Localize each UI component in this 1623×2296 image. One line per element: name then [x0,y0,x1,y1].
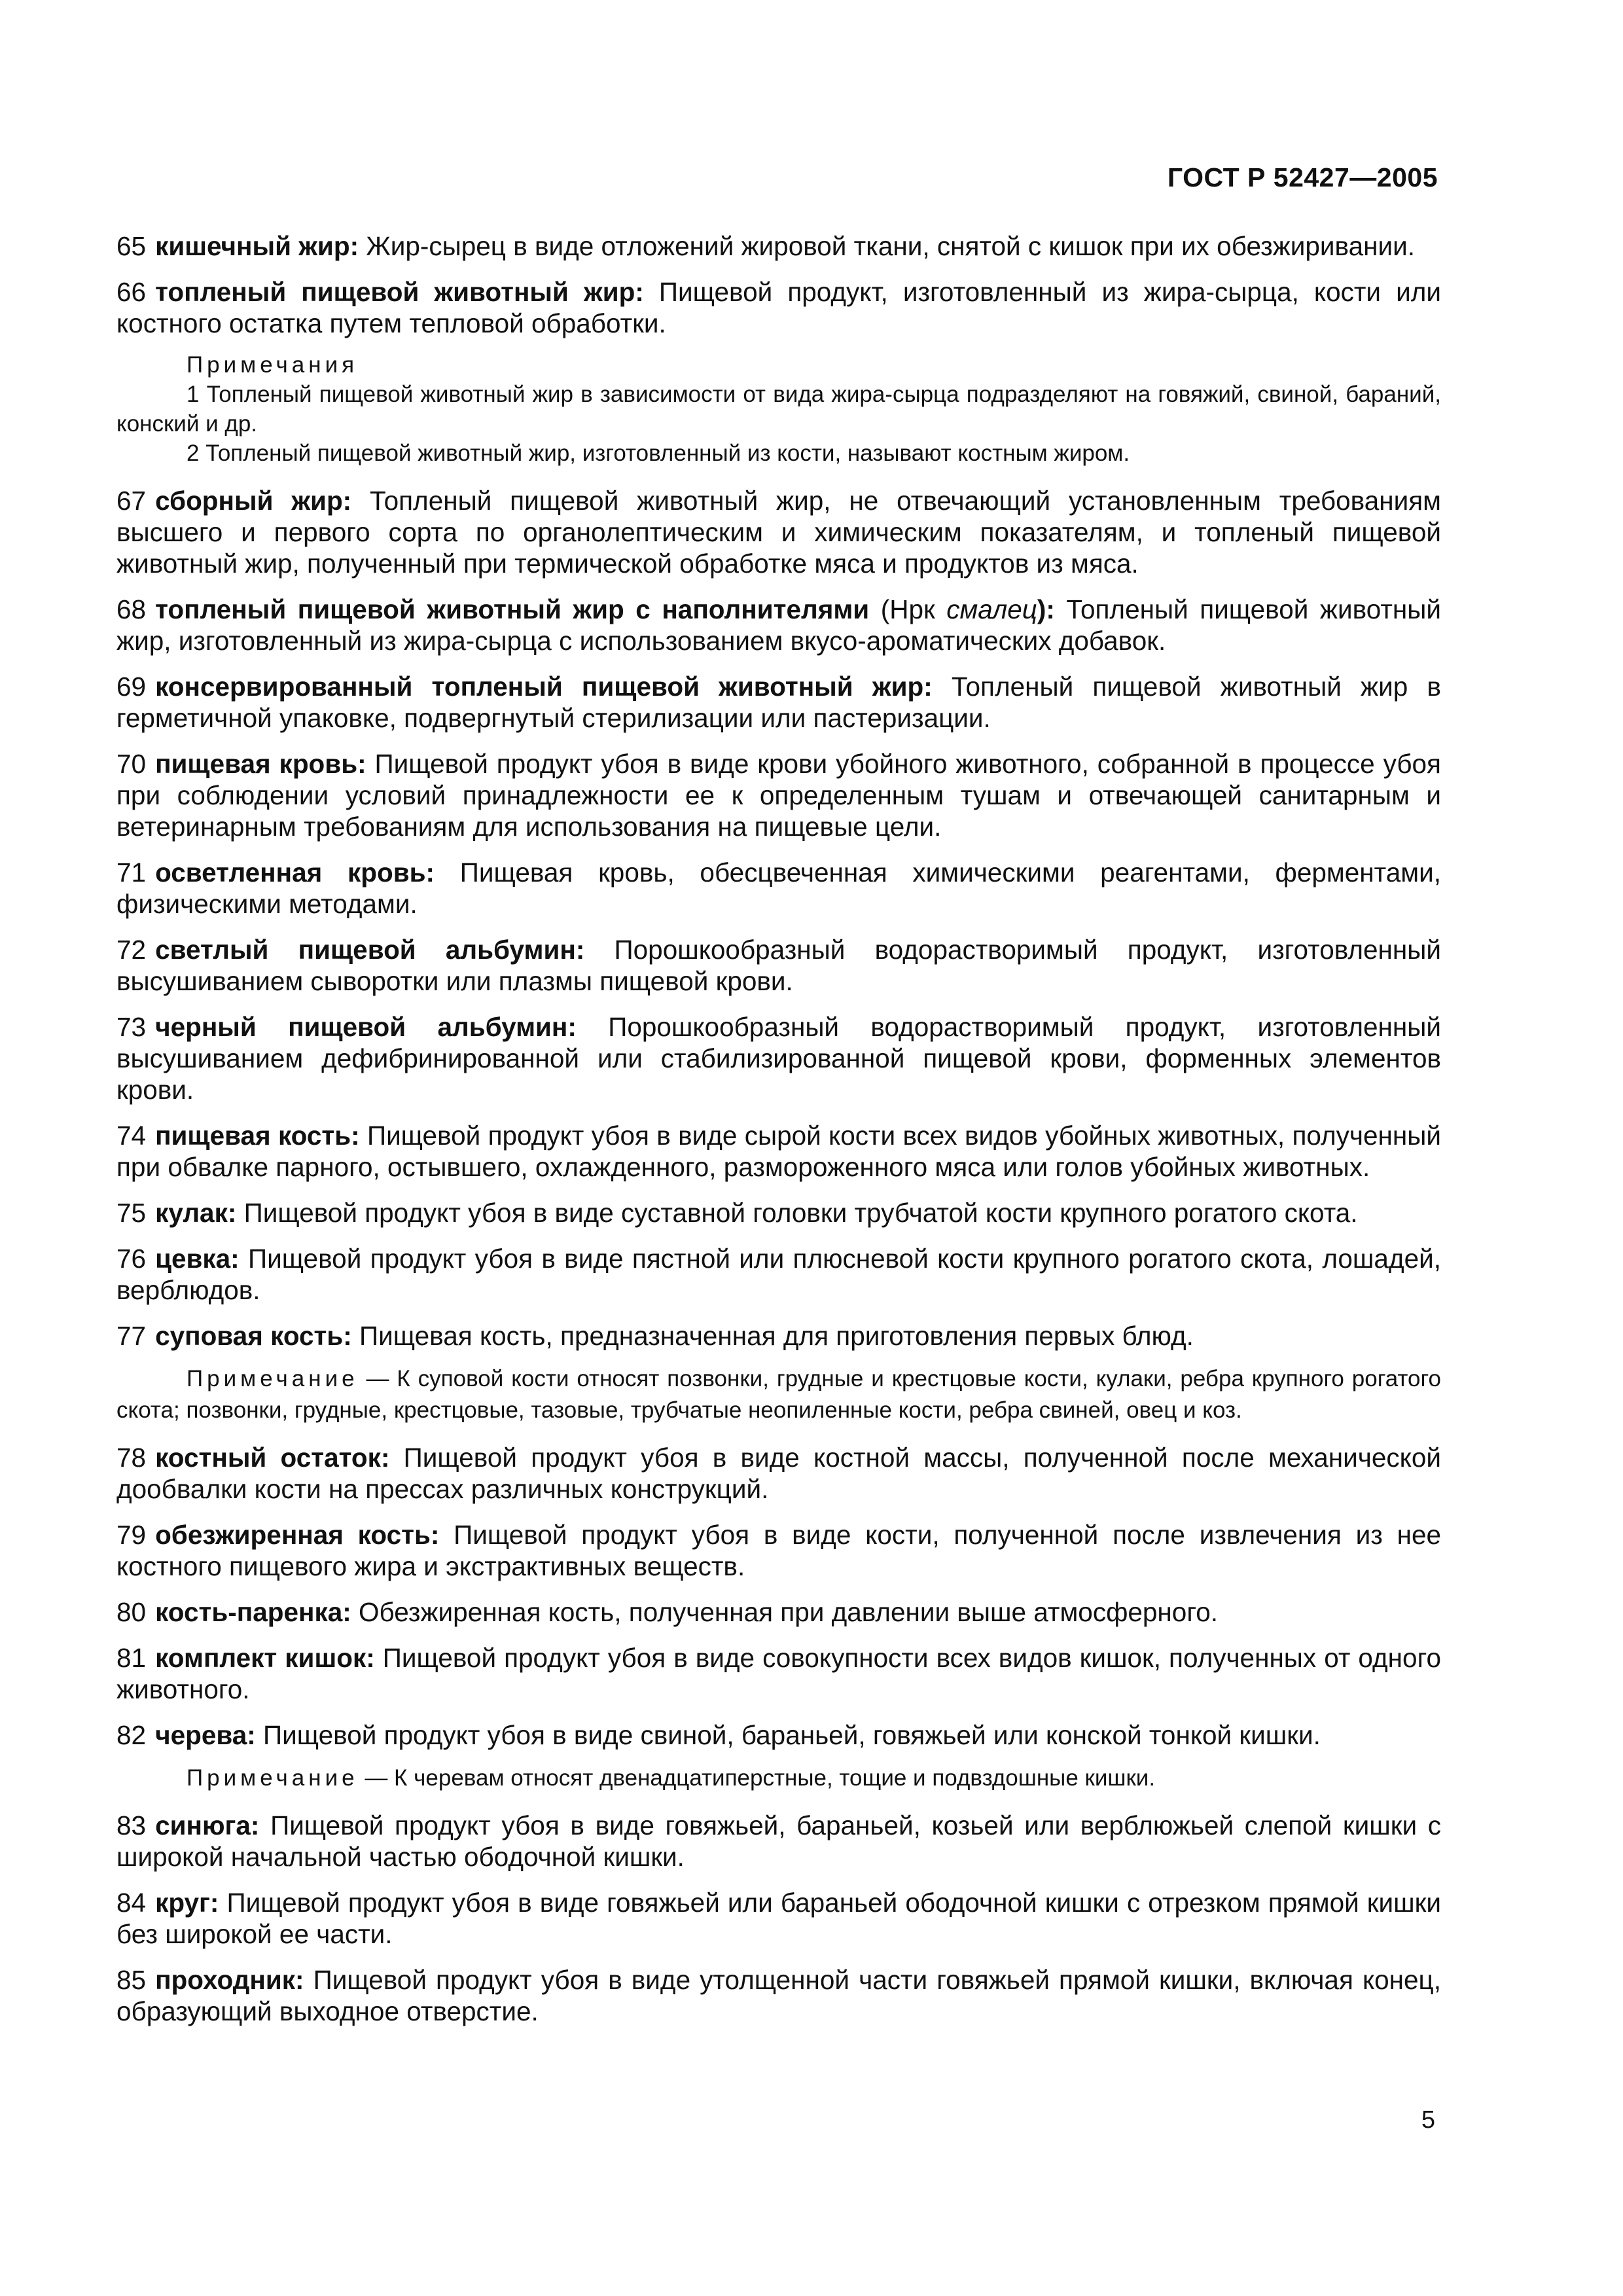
term-entry-70 [116,748,1441,842]
entry-number: 71 [116,857,147,888]
term: пищевая кость: [155,1121,360,1151]
definition: Пищевой продукт убоя в виде костной массы, полученной после механической дообвалки кости на прессах различных конструкций. [116,1443,1441,1504]
definition: Пищевой продукт убоя в виде совокупности всех видов кишок, полученных от одного животного. [116,1643,1441,1704]
definition: Пищевой продукт, изготовленный из жира-сырца, кости или костного остатка путем тепловой обработки. [116,277,1441,338]
entry-number: 83 [116,1810,147,1840]
synonym-close: ): [1037,594,1055,624]
entry-number: 84 [116,1888,147,1918]
synonym-open: (Нрк [880,594,935,624]
term: светлый пищевой альбумин: [155,935,585,965]
definition: Топленый пищевой животный жир, не отвечающий установленным требованиям высшего и первого сорта по органолептическим и химическим показателям, и топленый пищевой животный жир, полученный при термической обработке мяса и продуктов из мяса. [116,486,1441,579]
entry-number: 66 [116,277,147,307]
term: черный пищевой альбумин: [155,1012,577,1042]
note-item-1: 1 Топленый пищевой животный жир в зависимости от вида жира-сырца подразделяют на говяжий, свиной, бараний, конский и др. [116,382,1441,437]
term: пищевая кровь: [155,749,366,779]
term: кулак: [155,1198,237,1228]
definition: Пищевой продукт убоя в виде говяжьей, бараньей, козьей или верблюжьей слепой кишки с широкой начальной частью ободочной кишки. [116,1810,1441,1872]
page-number: 5 [1421,2106,1435,2134]
term: черева: [155,1720,256,1750]
term-entry-80 [116,1596,1441,1628]
definition: Топленый пищевой животный жир, изготовленный из жира-сырца с использованием вкусо-ароматических добавок. [116,594,1441,656]
term-entry-67 [116,485,1441,579]
definition: Пищевой продукт убоя в виде пястной или плюсневой кости крупного рогатого скота, лошадей, верблюдов. [116,1244,1441,1305]
term-entry-78 [116,1442,1441,1505]
term: синюга: [155,1810,260,1840]
note-label: Примечание [187,1765,359,1791]
term: топленый пищевой животный жир: [155,277,644,307]
entry-number: 81 [116,1643,147,1673]
term-entry-79 [116,1519,1441,1582]
term-entry-77 [116,1320,1441,1352]
entry-number: 76 [116,1244,147,1274]
term: осветленная кровь: [155,857,435,888]
definition: Пищевая кость, предназначенная для приготовления первых блюд. [359,1321,1194,1351]
term-entry-73 [116,1011,1441,1105]
term: костный остаток: [155,1443,390,1473]
entry-number: 79 [116,1520,147,1550]
synonym-word: смалец [946,594,1037,624]
term-entry-82 [116,1719,1441,1751]
entry-number: 70 [116,749,147,779]
entry-number: 78 [116,1443,147,1473]
definition: Обезжиренная кость, полученная при давлении выше атмосферного. [359,1597,1218,1627]
term-entry-83 [116,1810,1441,1873]
term: топленый пищевой животный жир с наполнителями [155,594,870,624]
notes-heading: Примечания [187,352,359,378]
entry-number: 67 [116,486,147,516]
entry-number: 74 [116,1121,147,1151]
term: кишечный жир: [155,231,359,261]
note-77 [116,1363,1441,1426]
entry-number: 69 [116,672,147,702]
definition: Топленый пищевой животный жир в герметичной упаковке, подвергнутый стерилизации или пастеризации. [116,672,1441,733]
note-item-2: 2 Топленый пищевой животный жир, изготовленный из кости, называют костным жиром. [187,440,1130,466]
document-code: ГОСТ Р 52427—2005 [1167,162,1438,192]
definition: Пищевой продукт убоя в виде кости, полученной после извлечения из нее костного пищевого жира и экстрактивных веществ. [116,1520,1441,1581]
term: сборный жир: [155,486,352,516]
entry-number: 75 [116,1198,147,1228]
definition: Пищевой продукт убоя в виде суставной головки трубчатой кости крупного рогатого скота. [243,1198,1358,1228]
entry-number: 80 [116,1597,147,1627]
document-body [116,230,1441,2041]
definition: Жир-сырец в виде отложений жировой ткани, снятой с кишок при их обезжиривании. [366,231,1415,261]
term-entry-81 [116,1642,1441,1705]
definition: Пищевой продукт убоя в виде крови убойного животного, собранной в процессе убоя при соблюдении условий принадлежности ее к определенным тушам и отвечающей санитарным и ветеринарным требованиям для использования на пищевые цели. [116,749,1441,842]
term: кость-паренка: [155,1597,351,1627]
note-text: — К суповой кости относят позвонки, грудные и крестцовые кости, кулаки, ребра крупного рогатого скота; позвонки, грудные, крестцовые, тазовые, трубчатые неопиленные кости, ребра свиней, овец и коз. [116,1366,1441,1423]
term-entry-76 [116,1243,1441,1306]
notes-block-66 [116,351,1441,468]
term: проходник: [155,1965,304,1995]
note-82 [116,1763,1441,1794]
entry-number: 85 [116,1965,147,1995]
definition: Пищевой продукт убоя в виде говяжьей или бараньей ободочной кишки с отрезком прямой кишки без широкой ее части. [116,1888,1441,1949]
definition: Пищевой продукт убоя в виде сырой кости всех видов убойных животных, полученный при обвалке парного, остывшего, охлажденного, размороженного мяса или голов убойных животных. [116,1121,1441,1182]
entry-number: 82 [116,1720,147,1750]
definition: Порошкообразный водорастворимый продукт, изготовленный высушиванием дефибринированной или стабилизированной пищевой крови, форменных элементов крови. [116,1012,1441,1105]
term-entry-72 [116,934,1441,997]
term-entry-71 [116,857,1441,920]
definition: Порошкообразный водорастворимый продукт, изготовленный высушиванием сыворотки или плазмы пищевой крови. [116,935,1441,996]
term-entry-74 [116,1120,1441,1183]
term-entry-84 [116,1887,1441,1950]
term: обезжиренная кость: [155,1520,440,1550]
entry-number: 72 [116,935,147,965]
definition: Пищевая кровь, обесцвеченная химическими реагентами, ферментами, физическими методами. [116,857,1441,919]
definition: Пищевой продукт убоя в виде утолщенной части говяжьей прямой кишки, включая конец, образующий выходное отверстие. [116,1965,1441,2026]
term: круг: [155,1888,219,1918]
entry-number: 77 [116,1321,147,1351]
term-entry-85 [116,1964,1441,2027]
entry-number: 73 [116,1012,147,1042]
definition: Пищевой продукт убоя в виде свиной, бараньей, говяжьей или конской тонкой кишки. [263,1720,1321,1750]
term-entry-65 [116,230,1441,262]
term: комплект кишок: [155,1643,375,1673]
note-label: Примечание [187,1366,359,1391]
note-text: — К черевам относят двенадцатиперстные, тощие и подвздошные кишки. [365,1765,1156,1791]
term: суповая кость: [155,1321,352,1351]
term-entry-68 [116,594,1441,656]
entry-number: 68 [116,594,147,624]
term-entry-69 [116,671,1441,734]
entry-number: 65 [116,231,147,261]
term: консервированный топленый пищевой животный жир: [155,672,933,702]
term: цевка: [155,1244,240,1274]
term-entry-75 [116,1197,1441,1229]
term-entry-66 [116,276,1441,339]
